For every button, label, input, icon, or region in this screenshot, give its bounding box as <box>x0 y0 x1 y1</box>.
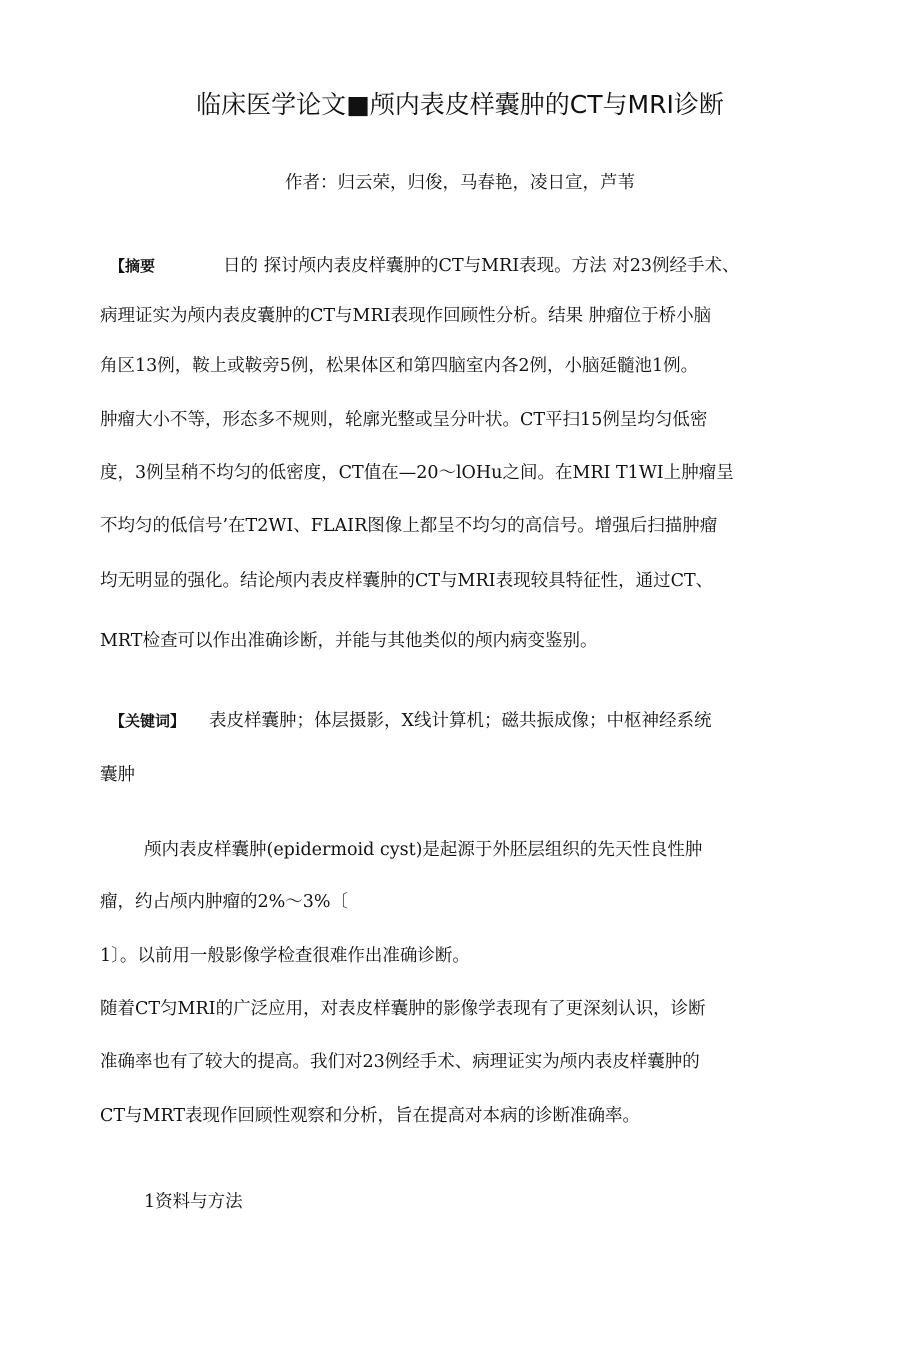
abstract-line: 病理证实为颅内表皮囊肿的CT与MRI表现作回顾性分析。结果 肿瘤位于桥小脑 <box>100 306 712 326</box>
section-heading: 1资料与方法 <box>144 1192 243 1212</box>
abstract-line: 均无明显的强化。结论颅内表皮样囊肿的CT与MRI表现较具特征性，通过CT、 <box>100 571 714 591</box>
body-line: 颅内表皮样囊肿(epidermoid cyst)是起源于外胚层组织的先天性良性肿 <box>144 840 703 860</box>
abstract-line: 角区13例，鞍上或鞍旁5例，松果体区和第四脑室内各2例，小脑延髓池1例。 <box>100 356 699 376</box>
body-line: 随着CT匀MRI的广泛应用，对表皮样囊肿的影像学表现有了更深刻认识，诊断 <box>100 999 706 1019</box>
abstract-line: MRT检查可以作出准确诊断，并能与其他类似的颅内病变鉴别。 <box>100 631 598 651</box>
body-line: 1〕。以前用一般影像学检查很难作出准确诊断。 <box>100 946 470 966</box>
keywords-label-wrap <box>110 709 185 733</box>
body-line: 瘤，约占颅内肿瘤的2%〜3%〔 <box>100 892 349 912</box>
abstract-line: 不均匀的低信号’在T2WI、FLAIR图像上都呈不均匀的高信号。增强后扫描肿瘤 <box>100 516 718 536</box>
document-title: 临床医学论文■颅内表皮样囊肿的CT与MRI诊断 <box>196 90 724 119</box>
abstract-label-wrap <box>110 254 155 278</box>
author-line: 作者：归云荣，归俊，马春艳，凌日宣，芦苇 <box>285 173 635 193</box>
keywords-line: 囊肿 <box>100 765 135 785</box>
body-line: CT与MRT表现作回顾性观察和分析，旨在提高对本病的诊断准确率。 <box>100 1106 641 1126</box>
keywords-line: 表皮样囊肿；体层摄影，X线计算机；磁共振成像；中枢神经系统 <box>209 711 712 731</box>
abstract-line: 日的 探讨颅内表皮样囊肿的CT与MRI表现。方法 对23例经手术、 <box>223 256 740 276</box>
body-line: 准确率也有了较大的提高。我们对23例经手术、病理证实为颅内表皮样囊肿的 <box>100 1052 700 1072</box>
abstract-label: 【摘要 <box>110 257 156 275</box>
abstract-line: 肿瘤大小不等，形态多不规则，轮廓光整或呈分叶状。CT平扫15例呈均匀低密 <box>100 410 708 430</box>
abstract-line: 度，3例呈稍不均匀的低密度，CT值在—20〜lOHu之间。在MRI T1WI上肿瘤呈 <box>100 463 734 483</box>
keywords-label: 【关键词】 <box>110 712 186 730</box>
